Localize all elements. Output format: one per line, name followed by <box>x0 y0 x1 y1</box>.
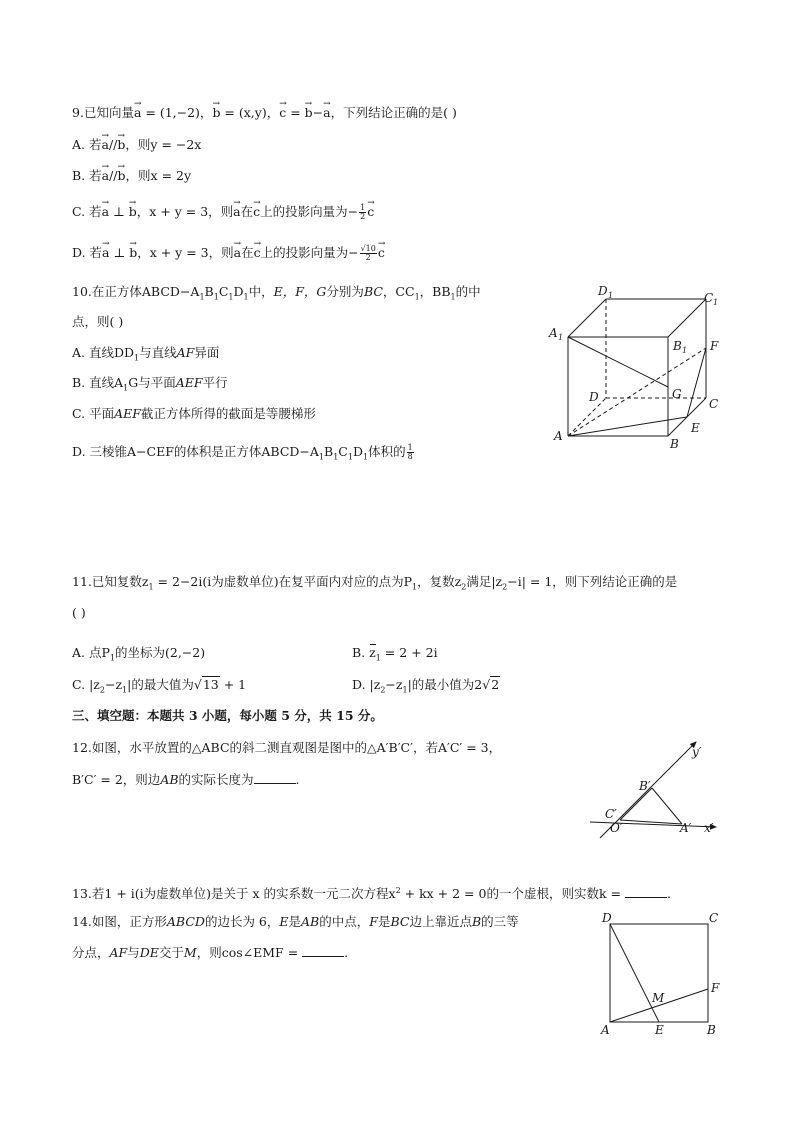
q14-stem: 14.如图，正方形ABCD的边长为 6，E是AB的中点，F是BC边上靠近点B的三等 <box>72 914 519 929</box>
label-f: F <box>711 981 720 995</box>
label-a: A <box>601 1023 610 1037</box>
label-b: B <box>670 437 679 451</box>
q13-stem: 13.若1 + i(i为虚数单位)是关于 x 的实系数一元二次方程$x^2$ + kx + 2 = 0的一个虚根，则实数k = . <box>72 886 671 902</box>
q9-option-d: D. 若→ a ⊥ → b，x + y = 3，则→ a在→ c上的投影向量为− $\frac{√10}{2}$ → c <box>72 245 385 262</box>
label-c: C <box>709 397 719 411</box>
fraction-one-half: $\frac{1}{2}$ <box>360 203 366 221</box>
svg-text:1: 1 <box>682 346 688 355</box>
segment-ae <box>568 417 687 436</box>
square-figure <box>595 908 725 1038</box>
q12-stem: 12.如图，水平放置的△ABC的斜二测直观图是图中的△A′B′C′，若A′C′ = 3， <box>72 740 502 755</box>
q11-option-c: C. $|z_2-z_1|$的最大值为√13 + 1 <box>72 677 247 695</box>
label-g: G <box>672 387 682 401</box>
edge-b1c1 <box>668 299 706 337</box>
answer-blank-12[interactable] <box>254 772 296 784</box>
label-d1: D <box>598 284 608 298</box>
q9-option-a: A. 若→ a//→ b，则y = −2x <box>72 137 201 153</box>
label-d: D <box>589 390 599 404</box>
label-b-prime: B′ <box>639 779 651 793</box>
svg-text:1: 1 <box>558 333 564 342</box>
label-o-prime: O′ <box>610 821 623 835</box>
label-y-prime: y′ <box>692 745 702 759</box>
label-e: E <box>691 421 700 435</box>
segment-ef <box>687 348 706 417</box>
q11-option-a: A. 点$P_1$的坐标为(2,−2) <box>72 645 206 663</box>
edge-ad-hidden <box>568 398 606 436</box>
edge-a1d1 <box>568 299 606 337</box>
q10-option-a: A. 直线$DD_1$与直线AF异面 <box>72 345 220 363</box>
q10-option-b: B. 直线$A_1G$与平面AEF平行 <box>72 375 228 393</box>
svg-text:1: 1 <box>608 291 614 300</box>
fraction-one-eighth: $\frac{1}{8}$ <box>407 443 413 461</box>
label-a: A <box>554 429 563 443</box>
q14-stem-line2: 分点，AF与DE交于M，则cos∠EMF = . <box>72 945 349 960</box>
oblique-axes-figure <box>585 738 725 842</box>
section-three-title: 三、填空题：本题共 3 小题，每小题 5 分，共 15 分。 <box>72 708 383 723</box>
q11-stem-line2: ( ) <box>72 605 86 620</box>
answer-blank-14[interactable] <box>302 945 344 957</box>
q11-stem: 11.已知复数$z_1 = 2-2i(i$为虚数单位)在复平面内对应的点为$P_1$，复数$z_2$满足$|z_2-i| = 1$，则下列结论正确的是 <box>72 574 678 592</box>
q10-option-c: C. 平面AEF截正方体所得的截面是等腰梯形 <box>72 406 316 421</box>
answer-blank-13[interactable] <box>625 886 667 898</box>
label-x-prime: x′ <box>704 821 714 835</box>
label-c-prime: C′ <box>605 807 617 821</box>
label-b: B <box>707 1023 716 1037</box>
segment-b-a <box>652 788 682 824</box>
label-m: M <box>652 991 665 1005</box>
q9-option-c: C. 若→ a ⊥ → b，x + y = 3，则→ a在→ c上的投影向量为− $\frac{1}{2}$ → c <box>72 204 374 221</box>
label-c: C <box>709 911 719 925</box>
x-axis <box>590 822 716 827</box>
label-d: D <box>602 911 612 925</box>
q11-option-b: B. $z_1 = 2 + 2i$ <box>352 645 438 663</box>
q9-stem: 9.已知向量→ a = (1,−2)，→ b = (x,y)，→ c = → b−→ a，下列结论正确的是( ) <box>72 105 457 121</box>
label-f: F <box>710 339 719 353</box>
label-c1: C <box>704 291 714 305</box>
label-b1: B <box>673 339 682 353</box>
label-a-prime: A′ <box>680 821 692 835</box>
q10-stem-line2: 点，则( ) <box>72 314 124 329</box>
q12-stem-line2: B′C′ = 2，则边AB的实际长度为 . <box>72 772 300 787</box>
q11-option-d: D. $|z_2-z_1|$的最小值为2√2 <box>352 677 500 695</box>
segment-a1g <box>568 337 668 387</box>
label-e: E <box>655 1023 664 1037</box>
q10-stem: 10.在正方体$ABCD-A_1B_1C_1D_1$中，E，F，G分别为BC，$CC_1$，$BB_1$的中 <box>72 284 481 302</box>
q10-option-d: D. 三棱锥A−CEF的体积是正方体$ABCD-A_1B_1C_1D_1$体积的 $\frac{1}{8}$ <box>72 443 413 462</box>
segment-de <box>610 924 659 1022</box>
cube-figure <box>545 282 730 454</box>
label-a1: A <box>549 326 558 340</box>
svg-text:1: 1 <box>713 298 719 307</box>
fraction-root10-half: $\frac{√10}{2}$ <box>360 244 376 262</box>
square-abcd <box>610 924 708 1022</box>
q9-option-b: B. 若→ a//→ b，则x = 2y <box>72 168 191 184</box>
